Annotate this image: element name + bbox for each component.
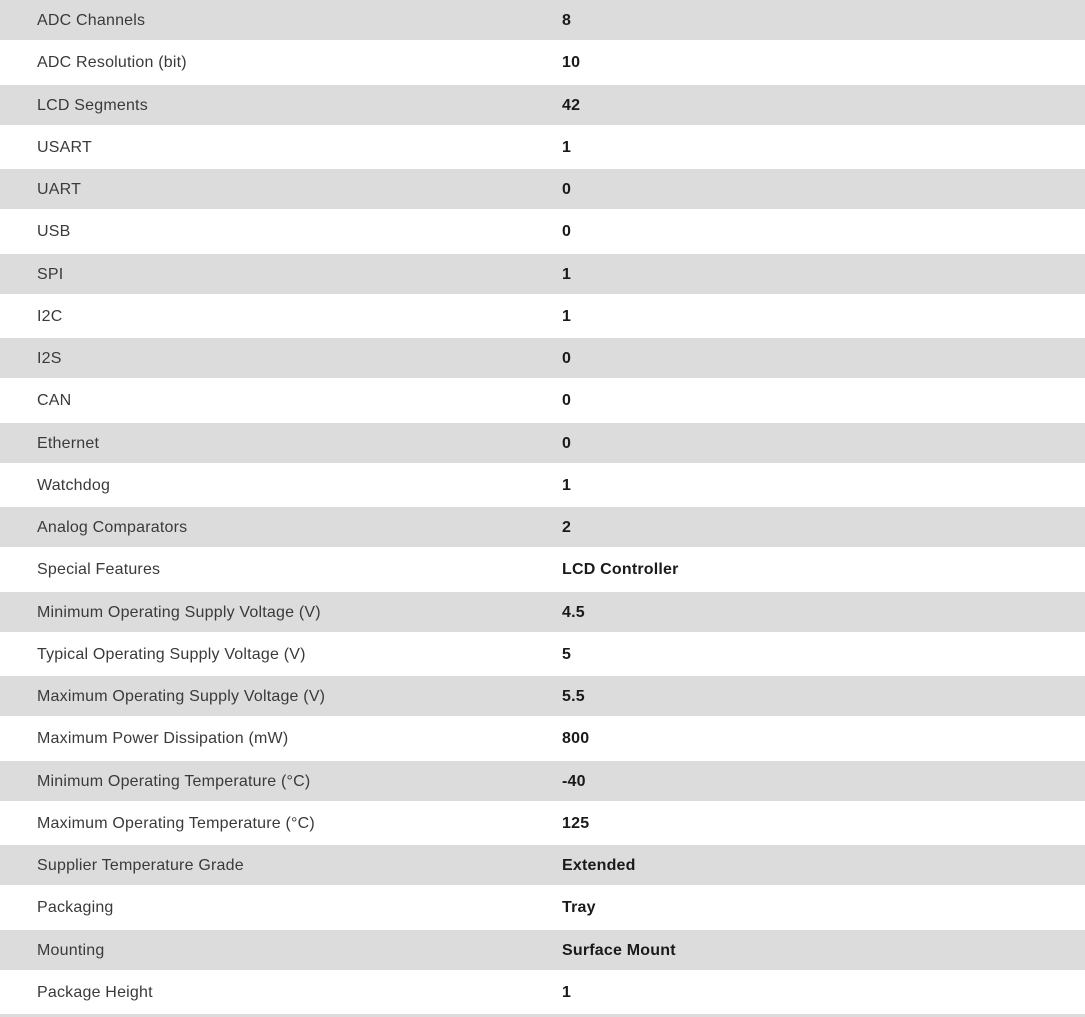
attribute-label: ADC Channels <box>37 12 146 30</box>
attribute-value: LCD Controller <box>562 561 679 579</box>
attribute-value: 0 <box>562 434 572 452</box>
attribute-value: Tray <box>562 899 596 917</box>
table-row <box>0 127 1085 169</box>
attribute-label: Typical Operating Supply Voltage (V) <box>37 645 306 663</box>
attribute-label: Special Features <box>37 561 161 579</box>
attribute-label: I2C <box>37 307 63 325</box>
attribute-label: CAN <box>37 392 72 410</box>
attribute-value: 1 <box>562 476 572 494</box>
attribute-label: UART <box>37 181 82 199</box>
attribute-value: 4.5 <box>562 603 585 621</box>
attribute-value: Extended <box>562 857 636 875</box>
table-row <box>0 845 1085 887</box>
attribute-value: 42 <box>562 96 581 114</box>
attribute-value: -40 <box>562 772 586 790</box>
table-row <box>0 972 1085 1014</box>
table-row <box>0 338 1085 380</box>
table-row <box>0 676 1085 718</box>
attribute-value: 1 <box>562 307 572 325</box>
attribute-value: 8 <box>562 12 572 30</box>
attribute-label: Minimum Operating Supply Voltage (V) <box>37 603 321 621</box>
table-row <box>0 549 1085 591</box>
table-row <box>0 761 1085 803</box>
attribute-value: 1 <box>562 983 572 1001</box>
attribute-label: Mounting <box>37 941 105 959</box>
attribute-value: 800 <box>562 730 590 748</box>
attribute-value: 1 <box>562 265 572 283</box>
table-row <box>0 634 1085 676</box>
table-row <box>0 507 1085 549</box>
attribute-value: 125 <box>562 814 590 832</box>
attribute-label: Package Height <box>37 983 153 1001</box>
attribute-label: Packaging <box>37 899 114 917</box>
attribute-label: Ethernet <box>37 434 100 452</box>
attribute-value: 1 <box>562 138 572 156</box>
table-row <box>0 0 1085 42</box>
table-row <box>0 718 1085 760</box>
attribute-label: Maximum Operating Supply Voltage (V) <box>37 688 326 706</box>
attribute-label: Watchdog <box>37 476 111 494</box>
attribute-label: I2S <box>37 350 62 368</box>
attribute-label: Minimum Operating Temperature (°C) <box>37 772 311 790</box>
table-row <box>0 85 1085 127</box>
table-row <box>0 592 1085 634</box>
table-row <box>0 254 1085 296</box>
table-row <box>0 380 1085 422</box>
table-row <box>0 211 1085 253</box>
attribute-label: SPI <box>37 265 64 283</box>
attribute-label: LCD Segments <box>37 96 148 114</box>
table-row <box>0 930 1085 972</box>
attribute-value: 5.5 <box>562 688 585 706</box>
attribute-label: USART <box>37 138 92 156</box>
table-row <box>0 169 1085 211</box>
table-row <box>0 887 1085 929</box>
attribute-value: 0 <box>562 223 572 241</box>
attribute-value: 0 <box>562 392 572 410</box>
table-row <box>0 465 1085 507</box>
attribute-value: 10 <box>562 54 581 72</box>
table-row <box>0 42 1085 84</box>
attribute-value: Surface Mount <box>562 941 676 959</box>
attribute-label: Maximum Power Dissipation (mW) <box>37 730 289 748</box>
attribute-label: Supplier Temperature Grade <box>37 857 244 875</box>
table-row <box>0 296 1085 338</box>
attribute-value: 2 <box>562 519 572 537</box>
attribute-label: Analog Comparators <box>37 519 188 537</box>
attribute-label: USB <box>37 223 71 241</box>
table-row <box>0 803 1085 845</box>
attribute-label: Maximum Operating Temperature (°C) <box>37 814 315 832</box>
attribute-label: ADC Resolution (bit) <box>37 54 187 72</box>
attribute-value: 0 <box>562 350 572 368</box>
attribute-value: 5 <box>562 645 572 663</box>
table-row <box>0 423 1085 465</box>
attribute-value: 0 <box>562 181 572 199</box>
